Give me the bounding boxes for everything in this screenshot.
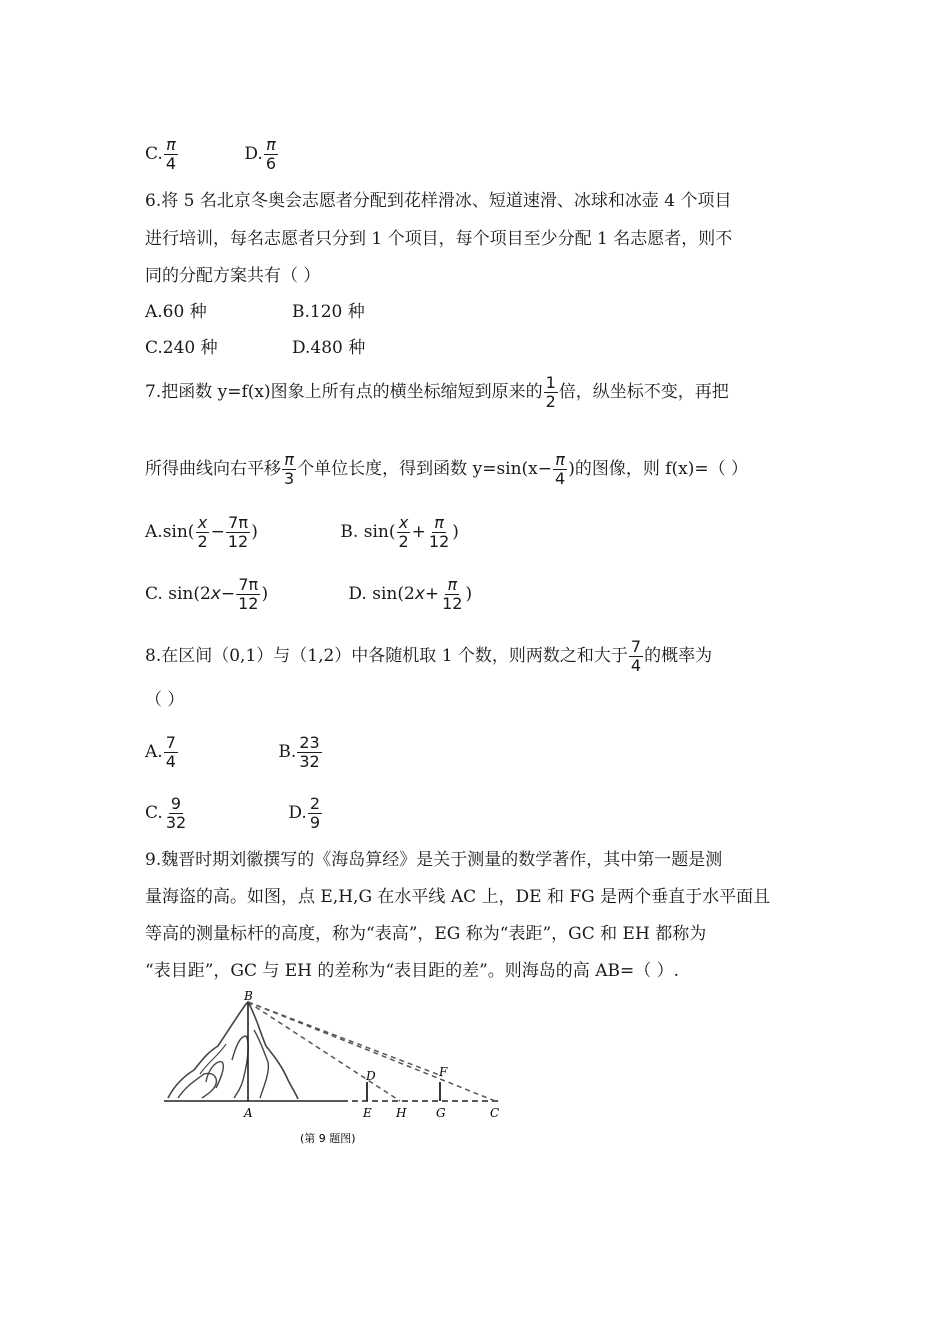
q8-option-a: A. $\frac{7}{4}$ xyxy=(145,733,176,771)
q5-option-d: D. $\frac{\pi}{6}$ xyxy=(244,135,277,173)
q9-line-3: 等高的测量标杆的高度，称为“表高”，EG 称为“表距”，GC 和 EH 都称为 xyxy=(145,924,707,944)
fraction: $\frac{2}{9}$ xyxy=(309,794,321,832)
q7-option-a: A.sin( $\frac{x}{2}$ − $\frac{7\pi}{12}$ ) xyxy=(145,513,258,551)
island-inner-2 xyxy=(206,1062,223,1088)
q7-options-row-1 xyxy=(145,514,459,551)
q8-option-d: D. $\frac{2}{9}$ xyxy=(288,794,321,832)
q8-option-c: C. $\frac{9}{32}$ xyxy=(145,794,187,832)
q6-line-1: 6.将 5 名北京冬奥会志愿者分配到花样滑冰、短道速滑、冰球和冰壶 4 个项目 xyxy=(145,191,732,211)
fraction-pi-4: $\frac{\pi}{4}$ xyxy=(555,450,566,488)
q7-line-1: 7.把函数 y=f(x)图象上所有点的横坐标缩短到原来的 $\frac{1}{2}$ 倍，纵坐标不变，再把 xyxy=(145,373,729,411)
q7-option-c: C. sin(2x− $\frac{7\pi}{12}$ ) xyxy=(145,575,269,613)
label-a: A xyxy=(244,1106,253,1120)
figure-caption: (第 9 题图) xyxy=(300,1132,356,1145)
q6-line-2: 进行培训，每名志愿者只分到 1 个项目，每个项目至少分配 1 名志愿者，则不 xyxy=(145,229,733,249)
fraction: $\frac{9}{32}$ xyxy=(165,794,187,832)
label-e: E xyxy=(363,1106,372,1120)
q9-line-2: 量海盗的高。如图，点 E,H,G 在水平线 AC 上，DE 和 FG 是两个垂直于水平面且 xyxy=(145,887,771,907)
q6-option-d: D.480 种 xyxy=(292,338,366,358)
q5-option-c: C. $\frac{\pi}{4}$ xyxy=(145,135,176,173)
island-inner-3 xyxy=(232,1036,248,1098)
q9-line-1: 9.魏晋时期刘徽撰写的《海岛算经》是关于测量的数学著作，其中第一题是测 xyxy=(145,850,723,870)
fraction: $\frac{\pi}{12}$ xyxy=(428,513,450,551)
q6-options-row-1 xyxy=(145,301,365,323)
fraction: $\frac{23}{32}$ xyxy=(299,733,320,771)
fraction: $\frac{7\pi}{12}$ xyxy=(227,513,249,551)
label-c: C xyxy=(490,1106,500,1120)
q6-line-3: 同的分配方案共有（ ） xyxy=(145,266,321,286)
fraction: $\frac{x}{2}$ xyxy=(398,513,409,551)
q5-options xyxy=(145,136,279,173)
q8-option-b: B. $\frac{23}{32}$ xyxy=(278,733,320,771)
fraction: $\frac{\pi}{4}$ xyxy=(165,135,176,173)
fraction: $\frac{7}{4}$ xyxy=(165,733,176,771)
fraction: $\frac{7\pi}{12}$ xyxy=(238,575,259,613)
q6-option-a: A.60 种 xyxy=(145,302,207,322)
q7-options-row-2 xyxy=(145,576,472,613)
sightline-upper xyxy=(248,1002,442,1076)
q7-option-b: B. sin( $\frac{x}{2}$ + $\frac{\pi}{12}$ ) xyxy=(340,513,459,551)
fraction: $\frac{\pi}{12}$ xyxy=(442,575,463,613)
q8-line-2: （ ） xyxy=(145,690,185,710)
label-h: H xyxy=(396,1106,407,1120)
q6-options-row-2 xyxy=(145,337,365,359)
q9-line-4: “表目距”，GC 与 EH 的差称为“表目距的差”。则海岛的高 AB=（ ）. xyxy=(145,961,680,981)
label-d: D xyxy=(366,1069,376,1083)
q8-line-1: 8.在区间（0,1）与（1,2）中各随机取 1 个数，则两数之和大于 $\frac{7}{4}$ 的概率为 xyxy=(145,637,713,675)
fraction-7-4: $\frac{7}{4}$ xyxy=(630,637,642,675)
label-b: B xyxy=(244,990,253,1003)
label-f: F xyxy=(439,1065,448,1079)
fraction: $\frac{x}{2}$ xyxy=(197,513,208,551)
fraction-half: $\frac{1}{2}$ xyxy=(545,373,556,411)
fraction-pi-3: $\frac{\pi}{3}$ xyxy=(284,450,295,488)
q8-options-row-2 xyxy=(145,795,323,832)
island-outline xyxy=(168,1002,298,1099)
island-inner-4 xyxy=(254,1030,268,1098)
q8-options-row-1 xyxy=(145,734,323,771)
island-survey-figure xyxy=(160,990,520,1155)
q7-option-d: D. sin(2x+ $\frac{\pi}{12}$ ) xyxy=(348,575,473,613)
q7-line-2: 所得曲线向右平移 $\frac{\pi}{3}$ 个单位长度，得到函数 y=sin(x− $\frac{\pi}{4}$ )的图像，则 f(x)=（ ） xyxy=(145,450,749,488)
label-g: G xyxy=(436,1106,446,1120)
q6-option-b: B.120 种 xyxy=(292,302,365,322)
fraction: $\frac{\pi}{6}$ xyxy=(265,135,277,173)
q6-option-c: C.240 种 xyxy=(145,338,218,358)
